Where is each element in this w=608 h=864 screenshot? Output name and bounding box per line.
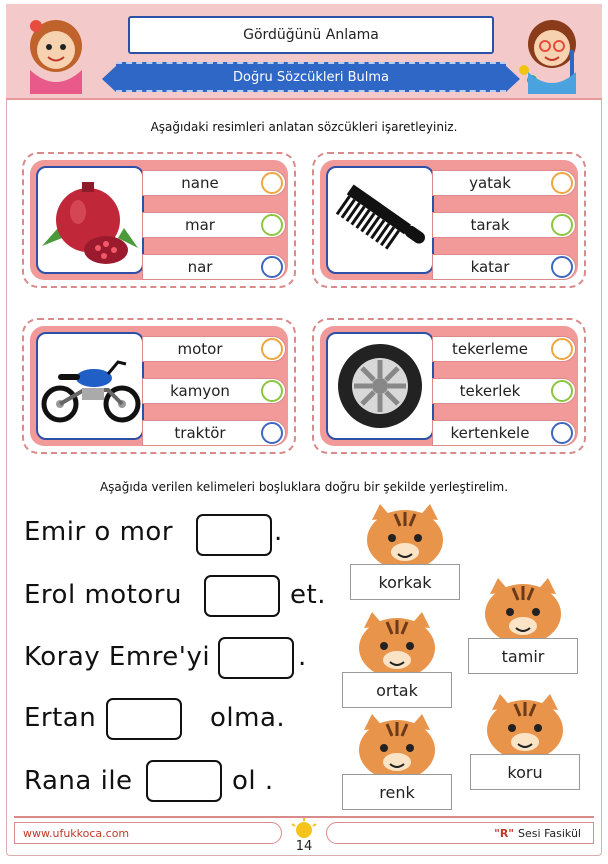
answer-blank[interactable] xyxy=(146,760,222,802)
option-label: tekerlek xyxy=(459,382,521,400)
wheel-icon xyxy=(328,334,432,438)
answer-circle[interactable] xyxy=(261,256,283,278)
answer-option[interactable] xyxy=(432,170,576,196)
answer-circle[interactable] xyxy=(261,380,283,402)
sun-icon xyxy=(286,818,322,838)
option-label: motor xyxy=(177,340,223,358)
page-number-text: 14 xyxy=(295,839,313,854)
sentence-5 xyxy=(24,766,133,796)
fascicle-letter: "R" xyxy=(494,826,515,840)
word-card-tamir[interactable] xyxy=(468,574,578,686)
girl-painting-illustration-icon xyxy=(512,10,592,94)
worksheet-title: Gördüğünü Anlama xyxy=(128,16,494,54)
word-label: korkak xyxy=(350,564,460,600)
word-card-renk[interactable] xyxy=(342,710,452,822)
question-card-motorcycle xyxy=(22,318,296,454)
pomegranate-icon xyxy=(38,168,142,272)
question-card-pomegranate xyxy=(22,152,296,288)
answer-circle[interactable] xyxy=(551,256,573,278)
comb-image xyxy=(326,166,434,274)
answer-circle[interactable] xyxy=(261,422,283,444)
answer-circle[interactable] xyxy=(551,214,573,236)
sentence-3 xyxy=(24,642,210,672)
answer-circle[interactable] xyxy=(261,214,283,236)
answer-option[interactable] xyxy=(142,254,286,280)
option-label: traktör xyxy=(174,424,226,442)
option-label: katar xyxy=(470,258,510,276)
answer-option[interactable] xyxy=(142,420,286,446)
answer-option[interactable] xyxy=(432,378,576,404)
question-card-wheel xyxy=(312,318,586,454)
sentence-ending: . xyxy=(274,517,283,547)
card-panel xyxy=(30,326,288,446)
sentence-text: Rana ile xyxy=(24,766,133,796)
answer-option[interactable] xyxy=(432,420,576,446)
option-label: nar xyxy=(187,258,213,276)
answer-option[interactable] xyxy=(432,254,576,280)
word-label: ortak xyxy=(342,672,452,708)
answer-option[interactable] xyxy=(142,336,286,362)
answer-blank[interactable] xyxy=(196,514,272,556)
card-panel xyxy=(320,326,578,446)
answer-circle[interactable] xyxy=(261,338,283,360)
card-panel xyxy=(30,160,288,280)
sentence-ending: ol . xyxy=(232,766,274,796)
fascicle-label xyxy=(326,822,594,844)
sentence-4 xyxy=(24,703,96,733)
sentence-ending: olma. xyxy=(210,703,286,733)
answer-circle[interactable] xyxy=(551,338,573,360)
answer-blank[interactable] xyxy=(204,575,280,617)
answer-circle[interactable] xyxy=(261,172,283,194)
answer-option[interactable] xyxy=(432,212,576,238)
section2-instruction: Aşağıda verilen kelimeleri boşluklara doğru bir şekilde yerleştirelim. xyxy=(99,480,509,494)
word-card-korkak[interactable] xyxy=(350,500,460,612)
answer-blank[interactable] xyxy=(106,698,182,740)
header xyxy=(6,4,602,100)
answer-circle[interactable] xyxy=(551,422,573,444)
sentence-text: Koray Emre'yi xyxy=(24,642,211,672)
answer-option[interactable] xyxy=(142,170,286,196)
option-label: kamyon xyxy=(170,382,230,400)
fascicle-text: Sesi Fasikül xyxy=(518,826,581,840)
word-label: koru xyxy=(470,754,580,790)
sentence-ending: et. xyxy=(290,580,326,610)
word-label: renk xyxy=(342,774,452,810)
pomegranate-image xyxy=(36,166,144,274)
card-panel xyxy=(320,160,578,280)
option-label: tekerleme xyxy=(452,340,528,358)
girl-illustration-icon xyxy=(16,10,96,94)
option-label: yatak xyxy=(469,174,511,192)
option-label: mar xyxy=(185,216,215,234)
comb-icon xyxy=(328,168,432,272)
motorcycle-image xyxy=(36,332,144,440)
word-card-koru[interactable] xyxy=(470,690,580,802)
motorcycle-icon xyxy=(38,334,142,438)
section1-instruction: Aşağıdaki resimleri anlatan sözcükleri işaretleyiniz. xyxy=(150,120,458,134)
sentence-text: Erol motoru xyxy=(24,580,182,610)
worksheet-subtitle: Doğru Sözcükleri Bulma xyxy=(116,62,506,92)
website-text: www.ufukkoca.com xyxy=(23,826,130,840)
website-link[interactable] xyxy=(14,822,282,844)
answer-option[interactable] xyxy=(142,378,286,404)
answer-circle[interactable] xyxy=(551,380,573,402)
sentence-text: Ertan xyxy=(24,703,97,733)
sentence-1 xyxy=(24,517,173,547)
sentence-text: Emir o mor xyxy=(24,517,174,547)
answer-blank[interactable] xyxy=(218,637,294,679)
option-label: nane xyxy=(181,174,219,192)
sentence-ending: . xyxy=(298,642,307,672)
wheel-image xyxy=(326,332,434,440)
word-card-ortak[interactable] xyxy=(342,608,452,720)
answer-option[interactable] xyxy=(142,212,286,238)
page-number xyxy=(286,818,322,854)
sentence-2 xyxy=(24,580,182,610)
word-label: tamir xyxy=(468,638,578,674)
question-card-comb xyxy=(312,152,586,288)
option-label: kertenkele xyxy=(450,424,530,442)
option-label: tarak xyxy=(470,216,510,234)
answer-option[interactable] xyxy=(432,336,576,362)
answer-circle[interactable] xyxy=(551,172,573,194)
